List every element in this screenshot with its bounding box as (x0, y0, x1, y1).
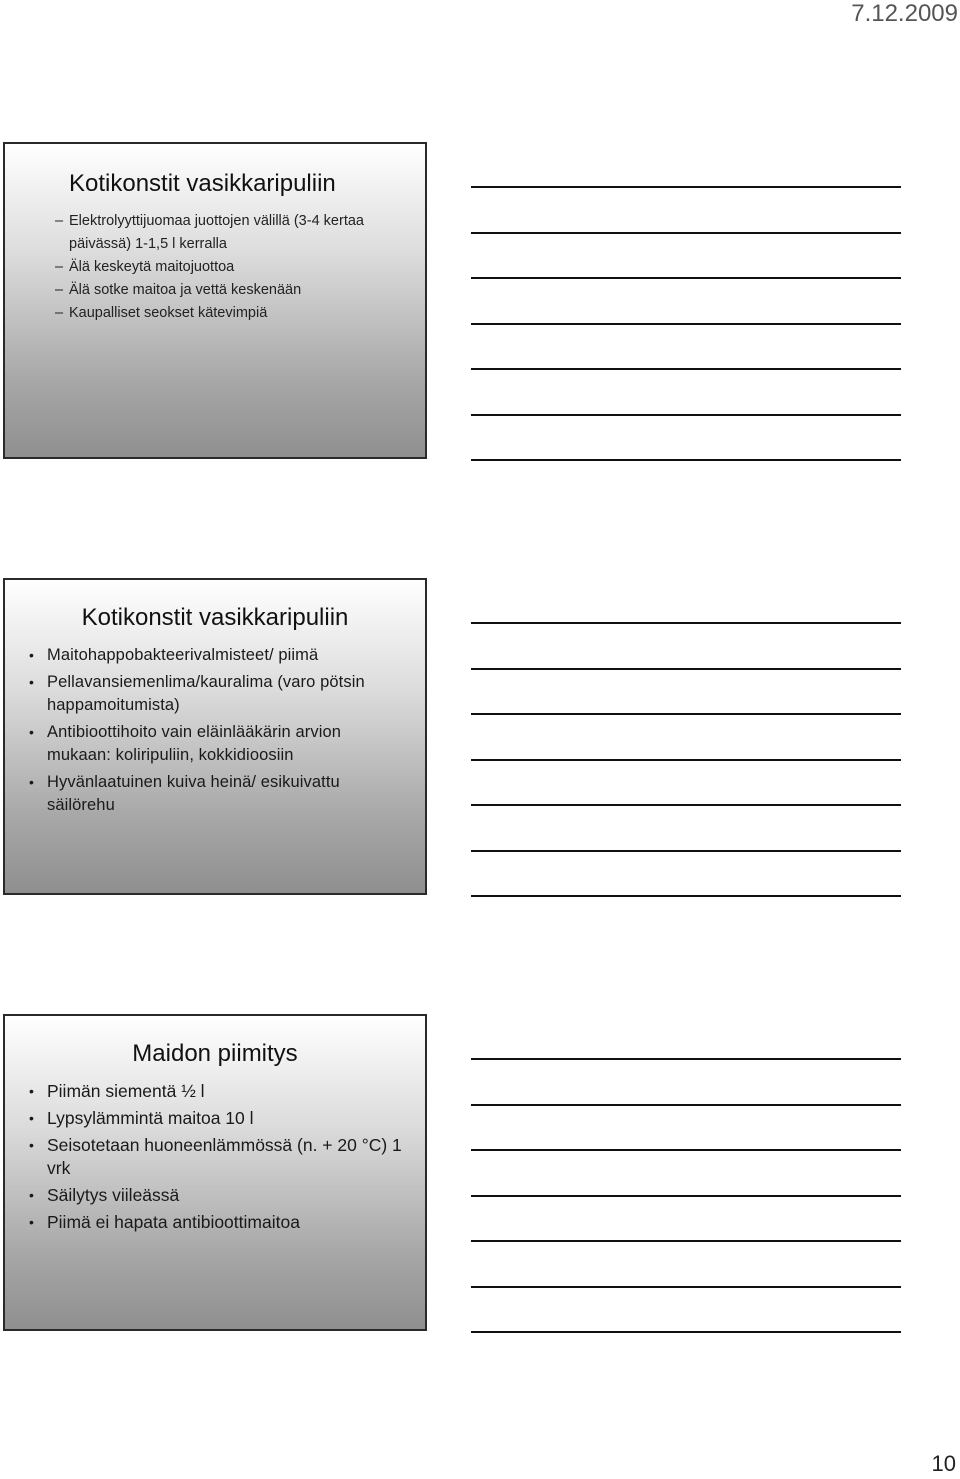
list-item: • Seisotetaan huoneenlämmössä (n. + 20 °C) 1 vrk (29, 1134, 409, 1180)
note-line (471, 668, 901, 670)
list-item: – Älä keskeytä maitojuottoa (55, 256, 417, 279)
list-item: • Antibioottihoito vain eläinlääkärin arvion mukaan: koliripuliin, kokkidioosiin (29, 721, 409, 767)
note-line (471, 414, 901, 416)
list-item: • Pellavansiemenlima/kauralima (varo pötsin happamoitumista) (29, 671, 409, 717)
notes-lines-2 (471, 622, 901, 941)
notes-lines-3 (471, 1058, 901, 1377)
note-line (471, 1240, 901, 1242)
note-line (471, 804, 901, 806)
slide-title: Maidon piimitys (132, 1040, 298, 1067)
note-line (471, 232, 901, 234)
note-line (471, 759, 901, 761)
slide-bullet-list (55, 210, 417, 325)
slide-1 (3, 142, 427, 459)
page-number: 10 (931, 1451, 956, 1476)
note-line (471, 186, 901, 188)
slide-3 (3, 1014, 427, 1331)
note-line (471, 1104, 901, 1106)
note-line (471, 459, 901, 461)
slide-bullet-list (29, 1080, 409, 1238)
list-item: • Lypsylämmintä maitoa 10 l (29, 1107, 409, 1130)
note-line (471, 713, 901, 715)
note-line (471, 850, 901, 852)
note-line (471, 622, 901, 624)
slide-title: Kotikonstit vasikkaripuliin (81, 604, 349, 631)
notes-lines-1 (471, 186, 901, 505)
slide-title: Kotikonstit vasikkaripuliin (69, 170, 336, 197)
note-line (471, 1058, 901, 1060)
list-item: • Maitohappobakteerivalmisteet/ piimä (29, 644, 409, 667)
list-item: • Piimä ei hapata antibioottimaitoa (29, 1211, 409, 1234)
list-item: – Kaupalliset seokset kätevimpiä (55, 302, 417, 325)
slide-bullet-list (29, 644, 409, 821)
list-item: • Piimän siementä ½ l (29, 1080, 409, 1103)
print-date: 7.12.2009 (851, 0, 958, 27)
note-line (471, 323, 901, 325)
slide-2 (3, 578, 427, 895)
list-item: – Älä sotke maitoa ja vettä keskenään (55, 279, 417, 302)
note-line (471, 277, 901, 279)
list-item: • Säilytys viileässä (29, 1184, 409, 1207)
note-line (471, 1195, 901, 1197)
list-item: – Elektrolyyttijuomaa juottojen välillä (3-4 kertaa päivässä) 1-1,5 l kerralla (55, 210, 417, 256)
note-line (471, 1331, 901, 1333)
note-line (471, 1286, 901, 1288)
note-line (471, 895, 901, 897)
list-item: • Hyvänlaatuinen kuiva heinä/ esikuivattu säilörehu (29, 771, 409, 817)
note-line (471, 368, 901, 370)
note-line (471, 1149, 901, 1151)
